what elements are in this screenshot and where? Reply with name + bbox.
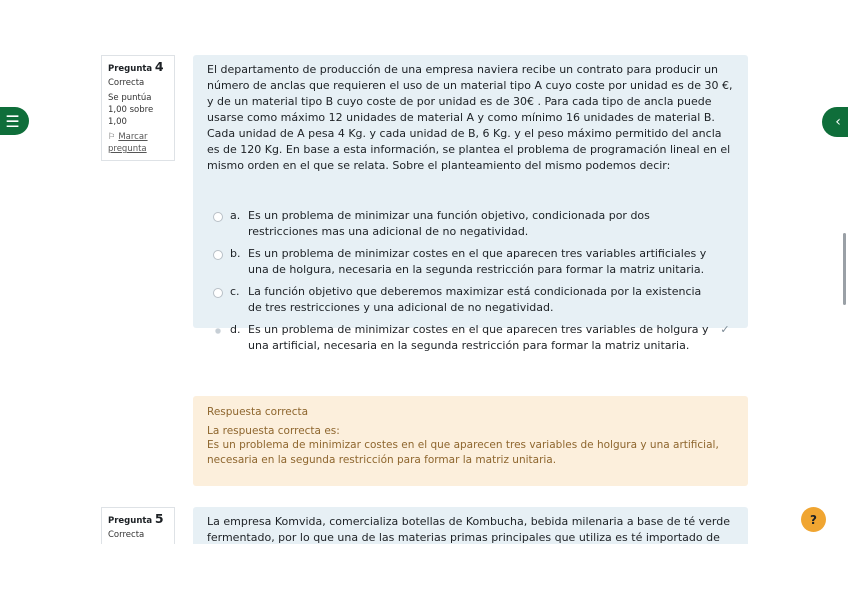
flag-question-link[interactable] [108,131,168,155]
radio-button-selected[interactable] [215,328,221,334]
quiz-review-viewport [0,55,848,544]
feedback-intro: La respuesta correcta es: [207,424,340,437]
flag-icon: ⚐ [108,132,116,142]
radio-button[interactable] [213,212,223,222]
feedback-title: Respuesta correcta [207,406,309,418]
answer-option-c[interactable]: c. La función objetivo que deberemos maximizar está condicionada por la existencia de tres restricciones y una adicional de no negatividad. [213,284,734,316]
question-number: 5 [154,511,164,526]
answer-list [207,208,734,354]
check-icon: ✓ [720,323,730,336]
question-text: La empresa Komvida, comercializa botellas de Kombucha, bebida milenaria a base de té verde fermentado, por lo que una de las materias primas principales que utiliza es té importado de [207,515,730,544]
block-drawer-toggle[interactable] [822,107,848,137]
radio-button[interactable] [213,250,223,260]
flag-label[interactable]: Marcar pregunta [108,132,148,154]
question-text: El departamento de producción de una empresa naviera recibe un contrato para producir un número de anclas que requieren el uso de un material tipo A cuyo coste por unidad es de 30 €, y de un material tipo B cuyo coste de por unidad es de 30€ . Para cada tipo de ancla puede usarse como máximo 12 unidades de material A y como mínimo 16 unidades de material B. Cada unidad de A pesa 4 Kg. y cada unidad de B, 6 Kg. y el peso máximo permitido del ancla es de 120 Kg. En base a esta información, se plantea el problema de programación lineal en el mismo orden en el que se relata. Sobre el planteamiento del mismo podemos decir: [207,63,733,172]
question-state: Correcta [108,530,145,540]
answer-feedback [193,396,748,486]
question-number: 4 [154,59,164,74]
scrollbar-thumb[interactable] [843,233,846,305]
question-title: Pregunta 4 [108,59,164,74]
help-button[interactable] [801,507,826,532]
chevron-left-icon: ‹ [835,114,841,130]
list-icon: ☰ [5,111,20,131]
answer-option-b[interactable]: b. Es un problema de minimizar costes en el que aparecen tres variables artificiales y una de holgura, necesaria en la segunda restricción para formar la matriz unitaria. [213,246,734,278]
question-4-info [101,55,175,161]
question-5-formulation [193,507,748,544]
feedback-correct-answer: Es un problema de minimizar costes en el que aparecen tres variables de holgura y una artificial, necesaria en la segunda restricción para formar la matriz unitaria. [207,439,719,466]
question-4-formulation [193,55,748,352]
course-index-toggle[interactable] [0,107,29,135]
question-mark-icon: ? [810,512,817,527]
question-grade: Se puntúa 1,00 sobre 1,00 [108,93,154,127]
question-title: Pregunta 5 [108,511,164,526]
answer-option-a[interactable]: a. Es un problema de minimizar una función objetivo, condicionada por dos restricciones mas una adicional de no negatividad. [213,208,734,240]
question-5-info [101,507,175,544]
question-state: Correcta [108,78,145,88]
answer-option-d[interactable]: d. Es un problema de minimizar costes en el que aparecen tres variables de holgura y una artificial, necesaria en la segunda restricción para formar la matriz unitaria. ✓ [213,322,734,354]
radio-button[interactable] [213,288,223,298]
